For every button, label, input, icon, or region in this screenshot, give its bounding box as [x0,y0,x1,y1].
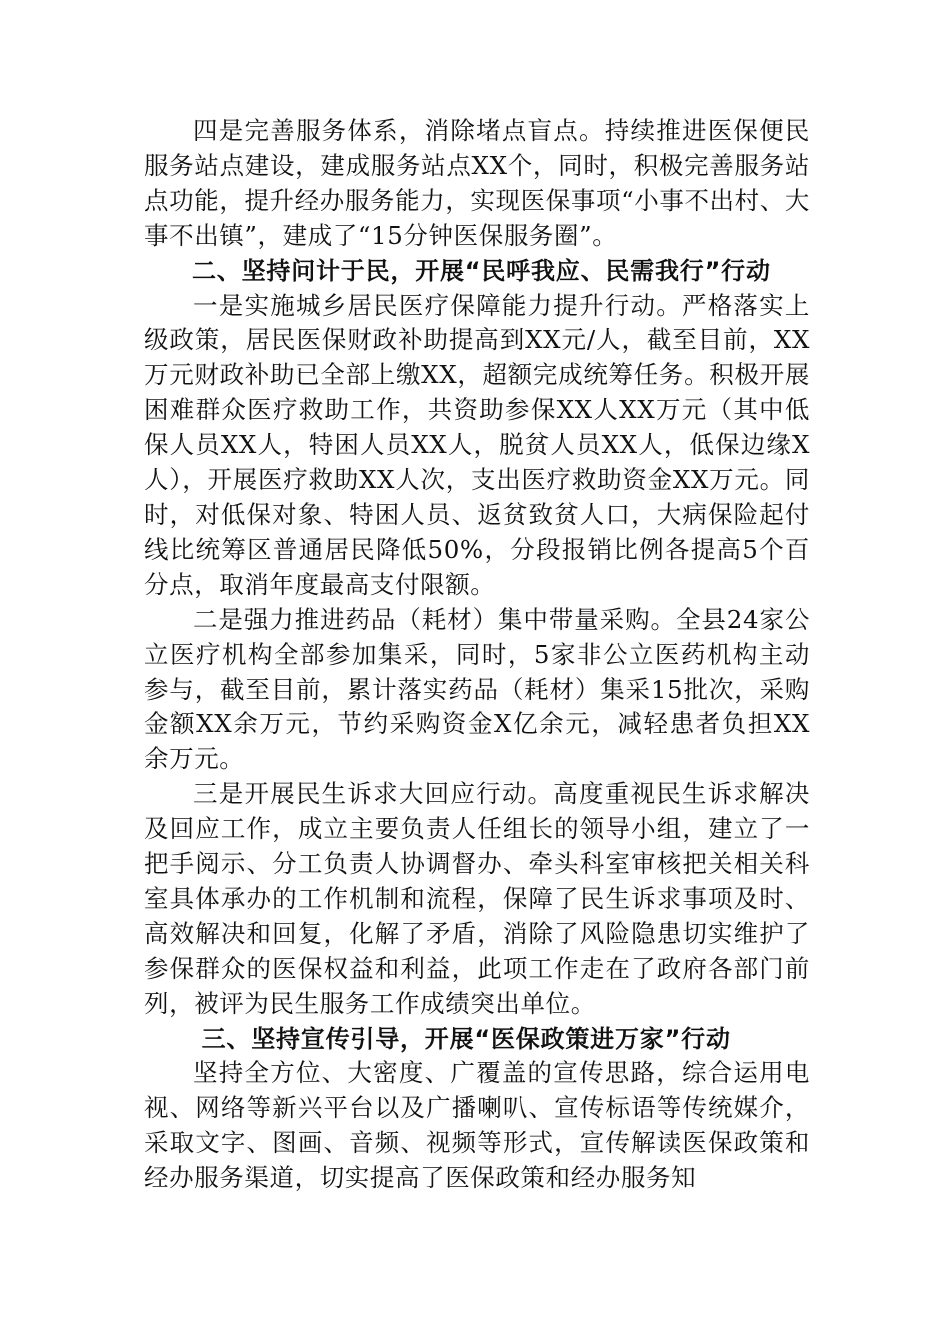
document-body [144,114,810,1196]
paragraph-medical-security: 一是实施城乡居民医疗保障能力提升行动。严格落实上级政策，居民医保财政补助提高到XX元/人，截至目前，XX万元财政补助已全部上缴XX，超额完成统筹任务。积极开展困难群众医疗救助工作，共资助参保XX人XX万元（其中低保人员XX人，特困人员XX人，脱贫人员XX人，低保边缘X人），开展医疗救助XX人次，支出医疗救助资金XX万元。同时，对低保对象、特困人员、返贫致贫人口，大病保险起付线比统筹区普通居民降低50%，分段报销比例各提高5个百分点，取消年度最高支付限额。 [144,290,810,599]
section-heading-3: 三、坚持宣传引导，开展“医保政策进万家”行动 [201,1024,731,1053]
paragraph-service-system: 四是完善服务体系，消除堵点盲点。持续推进医保便民服务站点建设，建成服务站点XX个，同时，积极完善服务站点功能，提升经办服务能力，实现医保事项“小事不出村、大事不出镇”，建成了“15分钟医保服务圈”。 [144,116,810,250]
paragraph-publicity: 坚持全方位、大密度、广覆盖的宣传思路，综合运用电视、网络等新兴平台以及广播喇叭、宣传标语等传统媒介，采取文字、图画、音频、视频等形式，宣传解读医保政策和经办服务渠道，切实提高了医保政策和经办服务知 [144,1058,810,1193]
paragraph-public-demands: 三是开展民生诉求大回应行动。高度重视民生诉求解决及回应工作，成立主要负责人任组长的领导小组，建立了一把手阅示、分工负责人协调督办、牵头科室审核把关相关科室具体承办的工作机制和流程，保障了民生诉求事项及时、高效解决和回复，化解了矛盾，消除了风险隐患切实维护了参保群众的医保权益和利益，此项工作走在了政府各部门前列，被评为民生服务工作成绩突出单位。 [144,779,810,1018]
section-heading-2: 二、坚持问计于民，开展“民呼我应、民需我行”行动 [192,256,771,285]
paragraph-procurement: 二是强力推进药品（耗材）集中带量采购。全县24家公立医疗机构全部参加集采，同时，5家非公立医药机构主动参与，截至目前，累计落实药品（耗材）集采15批次，采购金额XX余万元，节约采购资金X亿余元，减轻患者负担XX余万元。 [144,604,810,774]
